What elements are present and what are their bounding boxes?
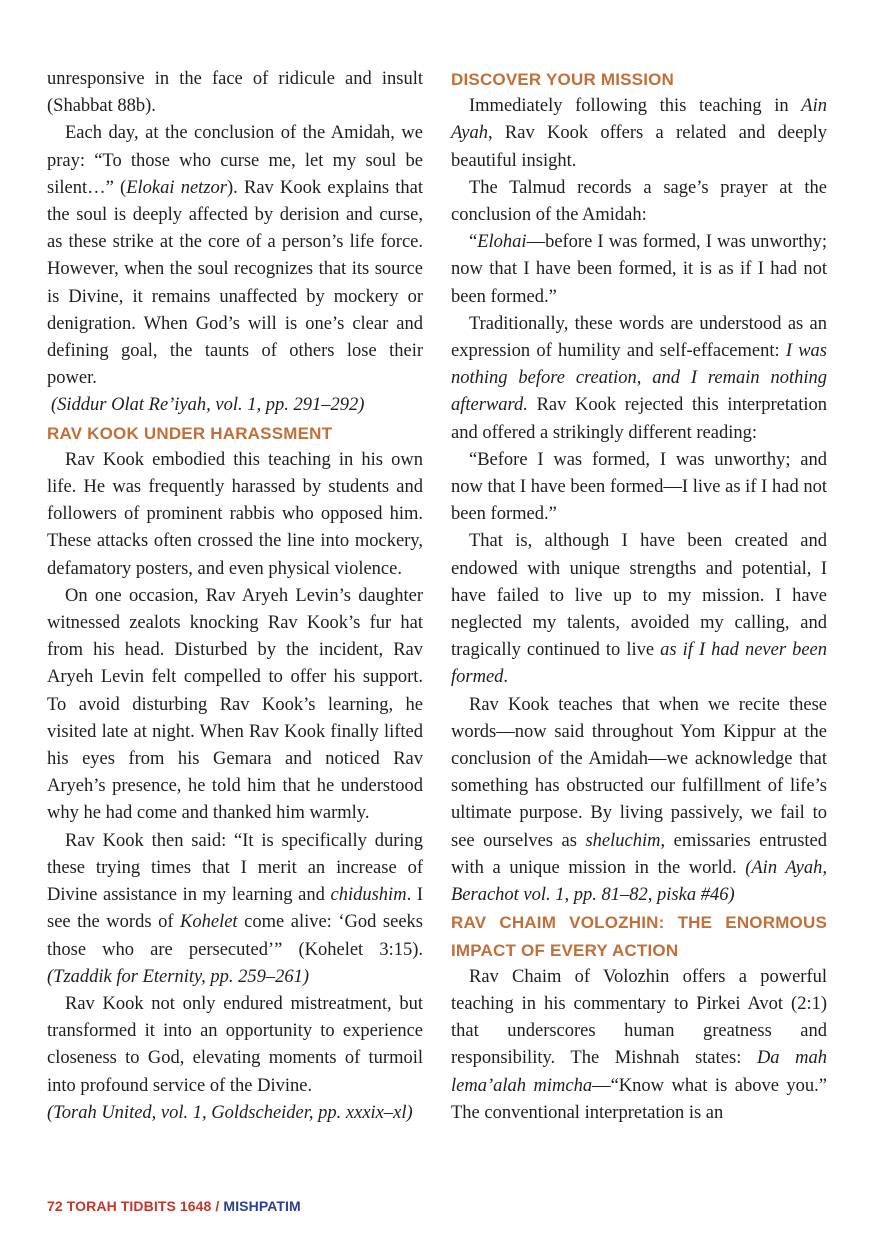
source-citation: (Siddur Olat Re’iyah, vol. 1, pp. 291–292) [51, 395, 365, 416]
text: , Rav Kook offers a related and deeply beautiful insight. [451, 123, 827, 171]
italic-text: as if I had never been formed [451, 640, 827, 688]
paragraph [451, 692, 827, 910]
text: come alive: ‘God seeks those who are persecuted’” (Kohelet 3:15). [47, 912, 423, 960]
italic-text: I was nothing before creation, and I remain nothing afterward. [451, 341, 828, 416]
italic-text: Ain Ayah [451, 96, 827, 144]
text: Traditionally, these words are understood as an expression of humility and self-effacement: [451, 313, 827, 362]
paragraph [47, 828, 423, 991]
text: —“Know what is above you.” The conventional interpretation is an [451, 1075, 827, 1123]
italic-text: Elokai netzor [126, 177, 227, 198]
italic-text: sheluchim [585, 830, 661, 851]
text: Rav Kook then said: “It is specifically during these trying times that I merit an increase of Divine assistance in my learning and [47, 830, 423, 906]
paragraph [451, 93, 827, 175]
text: Each day, at the conclusion of the Amidah, we pray: “To those who curse me, let my soul be silent…” ( [47, 123, 423, 198]
text: —before I was formed, I was unworthy; now that I have been formed, it is as if I had not been formed.” [451, 232, 827, 307]
italic-text: Da mah lema’alah mimcha [451, 1048, 827, 1096]
text: Immediately following this teaching in [469, 96, 802, 117]
source-citation: (Tzaddik for Eternity, pp. 259–261) [47, 966, 310, 987]
right-column [451, 66, 827, 1127]
publication-label: 72 TORAH TIDBITS 1648 / [47, 1198, 220, 1214]
text: That is, although I have been created and endowed with unique strengths and potential, I have failed to live up to my mission. I have neglected my talents, avoided my calling, and tragically continued to live [451, 531, 827, 661]
text: Rav Kook rejected this interpretation and offered a strikingly different reading: [451, 395, 827, 443]
paragraph [451, 229, 827, 311]
text: Rav Kook teaches that when we recite these words—now said throughout Yom Kippur at the conclusion of the Amidah—we acknowledge that something has obstructed our fulfillment of life’s ultimate purpose. By living passively, we fail to see ourselves as [451, 694, 827, 851]
source-citation: (Torah United, vol. 1, Goldscheider, pp. xxxix–xl) [47, 1102, 413, 1123]
italic-text: Kohelet [180, 912, 238, 933]
text: . [503, 667, 509, 688]
paragraph [451, 311, 827, 447]
italic-text: Elohai [477, 232, 527, 253]
section-heading: DISCOVER YOUR MISSION [451, 70, 675, 89]
paragraph: Rav Kook not only endured mistreatment, but transformed it into an opportunity to experience closeness to God, elevating moments of turmoil into profound service of the Divine. [47, 993, 423, 1096]
paragraph [47, 120, 423, 392]
text: . I see the words of [47, 885, 423, 933]
italic-text: chidushim [330, 885, 407, 906]
source-citation: (Ain Ayah, Berachot vol. 1, pp. 81–82, piska #46) [451, 857, 827, 906]
left-column [47, 66, 423, 1127]
paragraph: The Talmud records a sage’s prayer at the conclusion of the Amidah: [451, 177, 827, 226]
paragraph: Rav Kook embodied this teaching in his own life. He was frequently harassed by students and followers of prominent rabbis who opposed him. These attacks often crossed the line into mockery, defamatory posters, and even physical violence. [47, 449, 423, 579]
text: “ [469, 232, 478, 253]
text: Rav Chaim of Volozhin offers a powerful teaching in his commentary to Pirkei Avot (2:1) that underscores human greatness and responsibility. The Mishnah states: [451, 966, 827, 1069]
page-footer [47, 1198, 301, 1214]
paragraph: “Before I was formed, I was unworthy; and now that I have been formed—I live as if I had not been formed.” [451, 449, 827, 525]
paragraph [451, 964, 827, 1127]
paragraph [451, 528, 827, 691]
paragraph: On one occasion, Rav Aryeh Levin’s daughter witnessed zealots knocking Rav Kook’s fur hat from his head. Disturbed by the incident, Rav Aryeh Levin felt compelled to offer his support. To avoid disturbing Rav Kook’s learning, he visited late at night. When Rav Kook finally lifted his eyes from his Gemara and noticed Rav Aryeh’s presence, he told him that he understood why he had come and thanked him warmly. [47, 585, 423, 824]
text: ). Rav Kook explains that the soul is deeply affected by derision and curse, as these strike at the core of a person’s life force. However, when the soul recognizes that its source is Divine, it remains unaffected by mockery or denigration. When God’s will is one’s clear and defining goal, the taunts of others lose their power. [47, 177, 423, 389]
section-heading: RAV KOOK UNDER HARASSMENT [47, 423, 333, 443]
text: , emissaries entrusted with a unique mission in the world. [451, 830, 827, 878]
section-label: MISHPATIM [219, 1198, 301, 1214]
paragraph: unresponsive in the face of ridicule and insult (Shabbat 88b). [47, 69, 423, 117]
section-heading: RAV CHAIM VOLOZHIN: THE ENORMOUS IMPACT OF EVERY ACTION [451, 913, 827, 960]
